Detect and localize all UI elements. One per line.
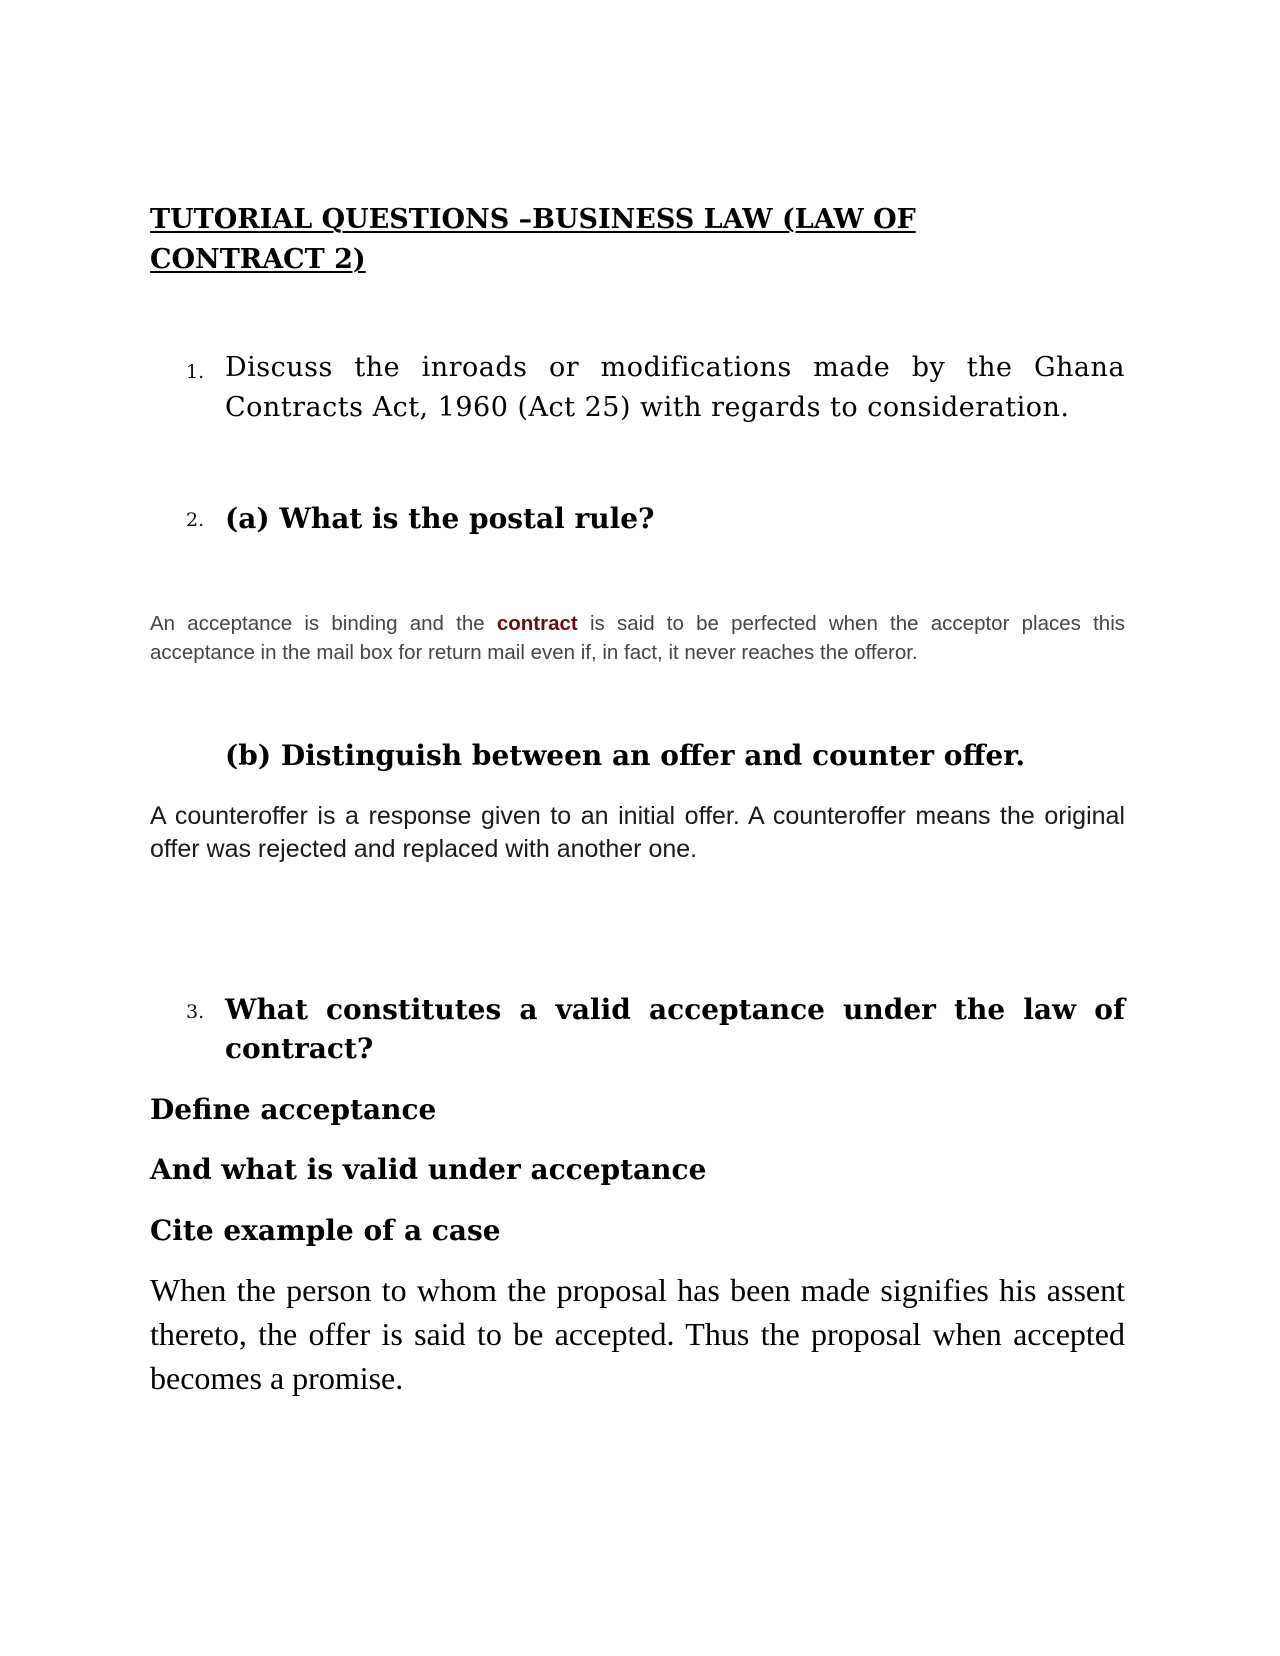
- question-text: Discuss the inroads or modifications made by the Ghana Contracts Act, 1960 (Act 25) with regards to consideration.: [225, 352, 1125, 423]
- contract-keyword-link[interactable]: contract: [496, 612, 578, 635]
- question-number: 1.: [186, 361, 205, 383]
- question-number: 3.: [186, 1001, 205, 1023]
- acceptance-answer: When the person to whom the proposal has been made signifies his assent thereto, the offer is said to be accepted. Thus the proposal when accepted becomes a promise.: [150, 1272, 1125, 1396]
- subpoint-cite-case: Cite example of a case: [150, 1214, 501, 1247]
- subpoint-define-acceptance: Define acceptance: [150, 1093, 437, 1126]
- answer-text: is said to be perfected when the acceptor places this acceptance in the mail box for return mail even if, in fact, it never reaches the offeror.: [150, 612, 1125, 664]
- question-2b: (b) Distinguish between an offer and counter offer.: [225, 739, 1026, 772]
- question-2a: [150, 499, 1125, 539]
- question-3: [150, 990, 1125, 1068]
- subpoint-valid-acceptance: And what is valid under acceptance: [150, 1153, 707, 1186]
- postal-rule-answer: [150, 609, 1125, 667]
- document-title: TUTORIAL QUESTIONS –BUSINESS LAW (LAW OF CONTRACT 2): [150, 204, 916, 275]
- counter-offer-answer: A counteroffer is a response given to an initial offer. A counteroffer means the original offer was rejected and replaced with another one.: [150, 802, 1125, 863]
- question-text: What constitutes a valid acceptance under the law of contract?: [225, 993, 1125, 1065]
- answer-text: An acceptance is binding and the: [150, 612, 497, 635]
- question-1: [150, 348, 1125, 428]
- question-text: (a) What is the postal rule?: [225, 502, 655, 535]
- question-number: 2.: [186, 509, 205, 531]
